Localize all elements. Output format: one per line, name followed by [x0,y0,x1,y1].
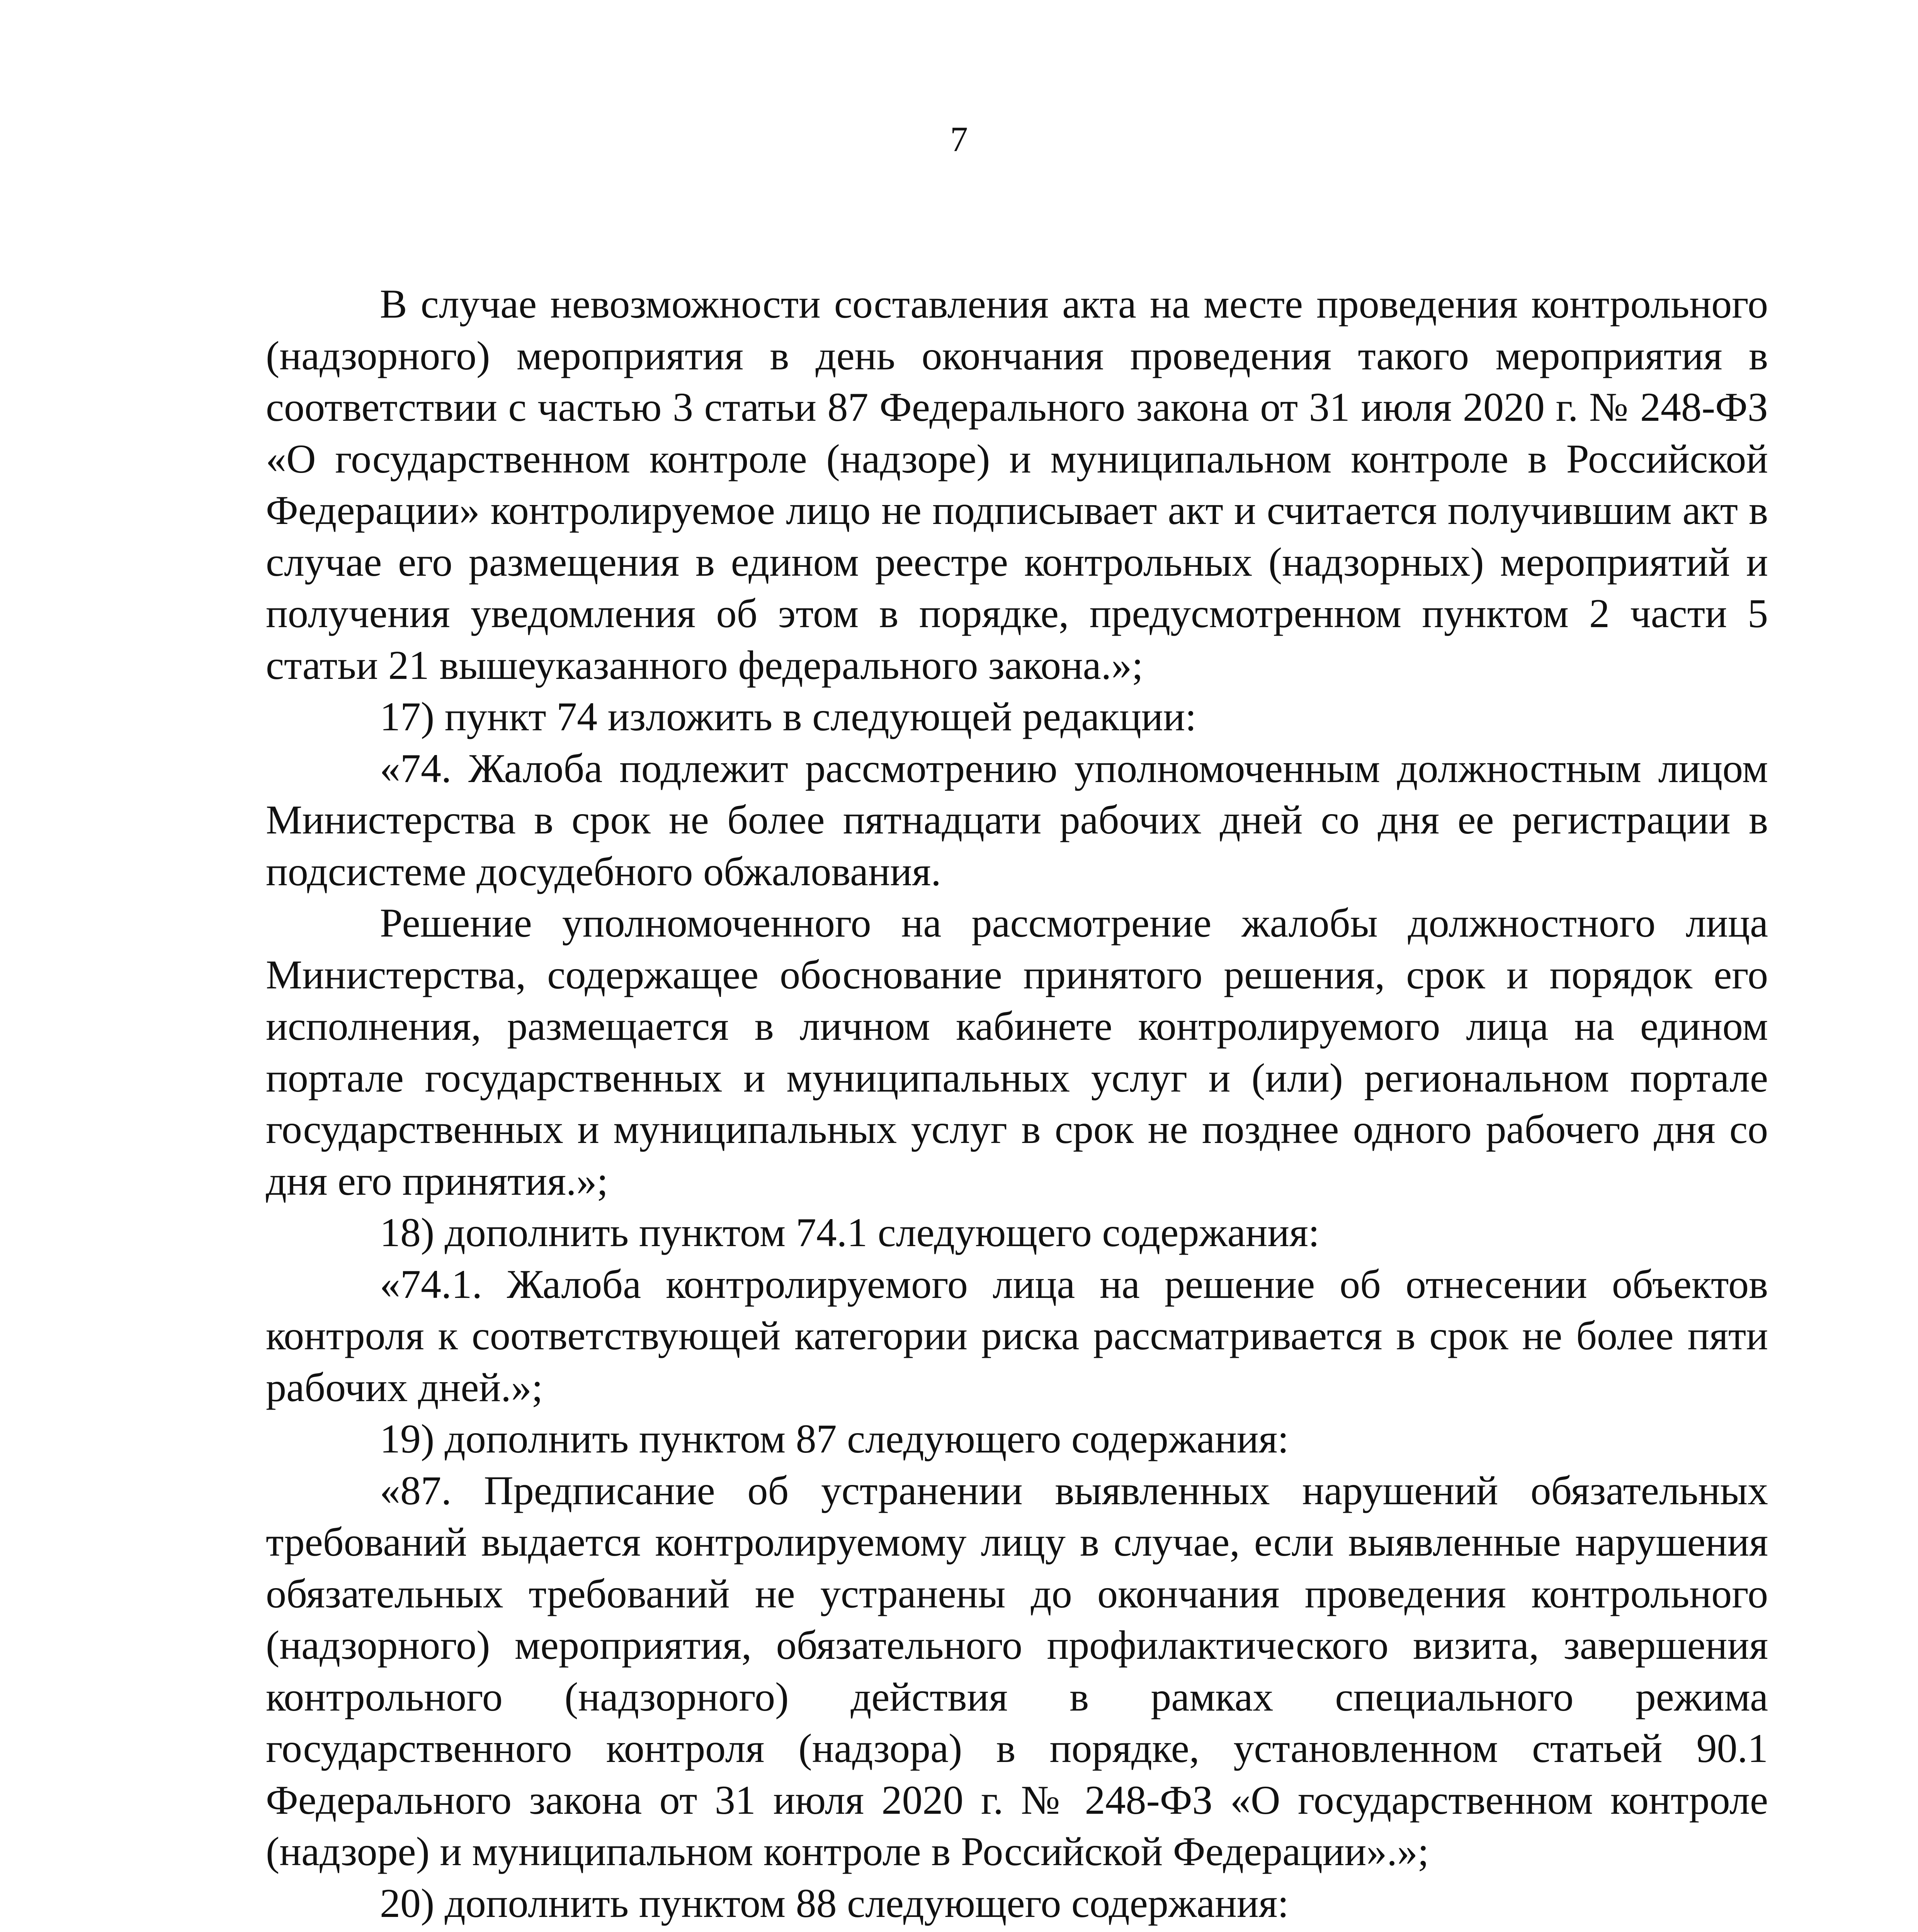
paragraph-item-17: 17) пункт 74 изложить в следующей редакции: [380,694,1197,739]
paragraph-item-19: 19) дополнить пунктом 87 следующего содержания: [380,1416,1289,1461]
document-body [266,278,1768,1932]
paragraph-item-20: 20) дополнить пунктом 88 следующего содержания: [380,1880,1289,1926]
paragraph-item-18: 18) дополнить пунктом 74.1 следующего содержания: [380,1210,1320,1255]
paragraph-point-87: «87. Предписание об устранении выявленных нарушений обязательных требований выдается контролируемому лицу в случае, если выявленные нарушения обязательных требований не устранены до окончания проведения контрольного (надзорного) мероприятия, обязательного профилактического визита, завершения контрольного (надзорного) действия в рамках специального режима государственного контроля (надзора) в порядке, установленном статьей 90.1 Федерального закона от 31 июля 2020 г. № 248-ФЗ «О государственном контроле (надзоре) и муниципальном контроле в Российской Федерации».»; [266,1468,1768,1874]
paragraph-point-88 [266,1929,1768,1932]
paragraph-complaint-decision: Решение уполномоченного на рассмотрение жалобы должностного лица Министерства, содержащее обоснование принятого решения, срок и порядок его исполнения, размещается в личном кабинете контролируемого лица на едином портале государственных и муниципальных услуг и (или) региональном портале государственных и муниципальных услуг в срок не позднее одного рабочего дня со дня его принятия.»; [266,900,1768,1204]
page-number: 7 [950,119,968,159]
paragraph-point-74: «74. Жалоба подлежит рассмотрению уполномоченным должностным лицом Министерства в срок не более пятнадцати рабочих дней со дня ее регистрации в подсистеме досудебного обжалования. [266,745,1768,894]
paragraph-act-signing: В случае невозможности составления акта на месте проведения контрольного (надзорного) мероприятия в день окончания проведения такого мероприятия в соответствии с частью 3 статьи 87 Федерального закона от 31 июля 2020 г. № 248-ФЗ «О государственном контроле (надзоре) и муниципальном контроле в Российской Федерации» контролируемое лицо не подписывает акт и считается получившим акт в случае его размещения в едином реестре контрольных (надзорных) мероприятий и получения уведомления об этом в порядке, предусмотренном пунктом 2 части 5 статьи 21 вышеуказанного федерального закона.»; [266,281,1768,688]
paragraph-point-74-1: «74.1. Жалоба контролируемого лица на решение об отнесении объектов контроля к соответствующей категории риска рассматривается в срок не более пяти рабочих дней.»; [266,1261,1768,1410]
